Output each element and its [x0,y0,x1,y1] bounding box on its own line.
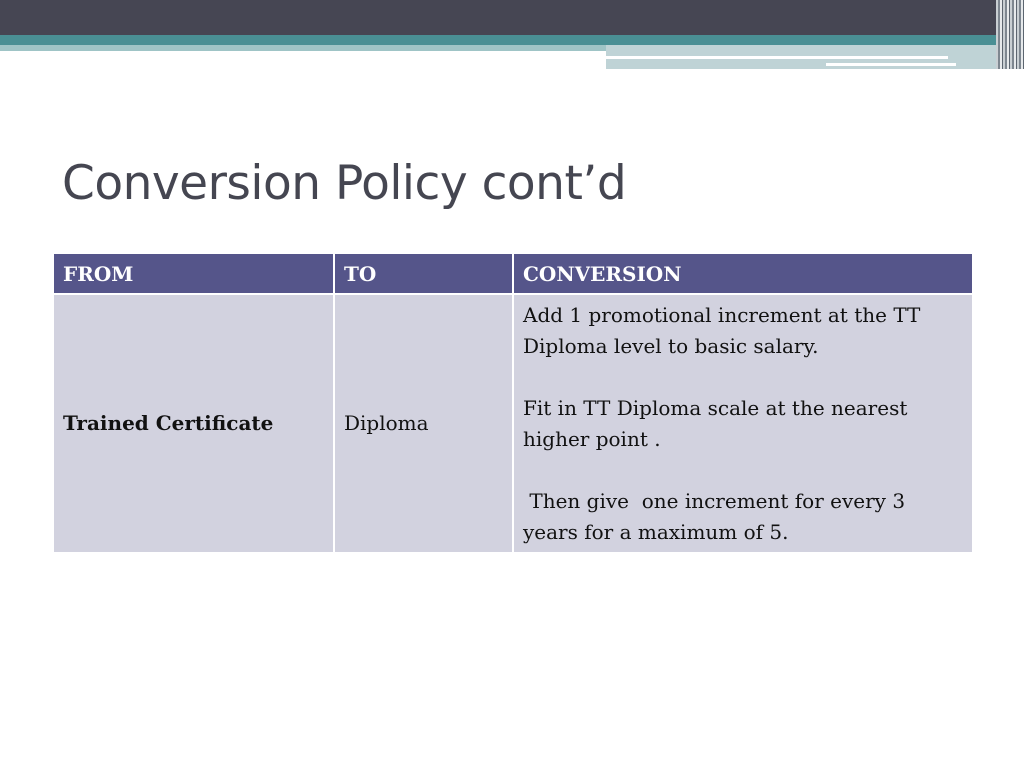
conversion-step-3: Then give one increment for every 3 years for a maximum of 5. [523,489,912,544]
slide-title: Conversion Policy cont’d [62,156,627,211]
column-header-conversion: CONVERSION [513,253,973,294]
table-row [53,294,973,553]
cell-to: Diploma [334,294,513,553]
header-dark-bar [0,0,1024,35]
header-divider-line [606,56,948,59]
column-header-from: FROM [53,253,334,294]
column-header-to: TO [334,253,513,294]
paragraph-spacer [523,455,963,486]
conversion-step-1: Add 1 promotional increment at the TT Diploma level to basic salary. [523,303,921,358]
header-teal-bar [0,35,1024,45]
table-header-row [53,253,973,294]
header-divider-line-short [826,63,956,66]
conversion-step-2: Fit in TT Diploma scale at the nearest higher point . [523,396,908,451]
header-light-bar [0,45,606,51]
header-stripes-decoration [996,0,1024,69]
conversion-policy-table [52,252,974,554]
paragraph-spacer [523,362,963,393]
cell-from: Trained Certificate [53,294,334,553]
cell-conversion [513,294,973,553]
